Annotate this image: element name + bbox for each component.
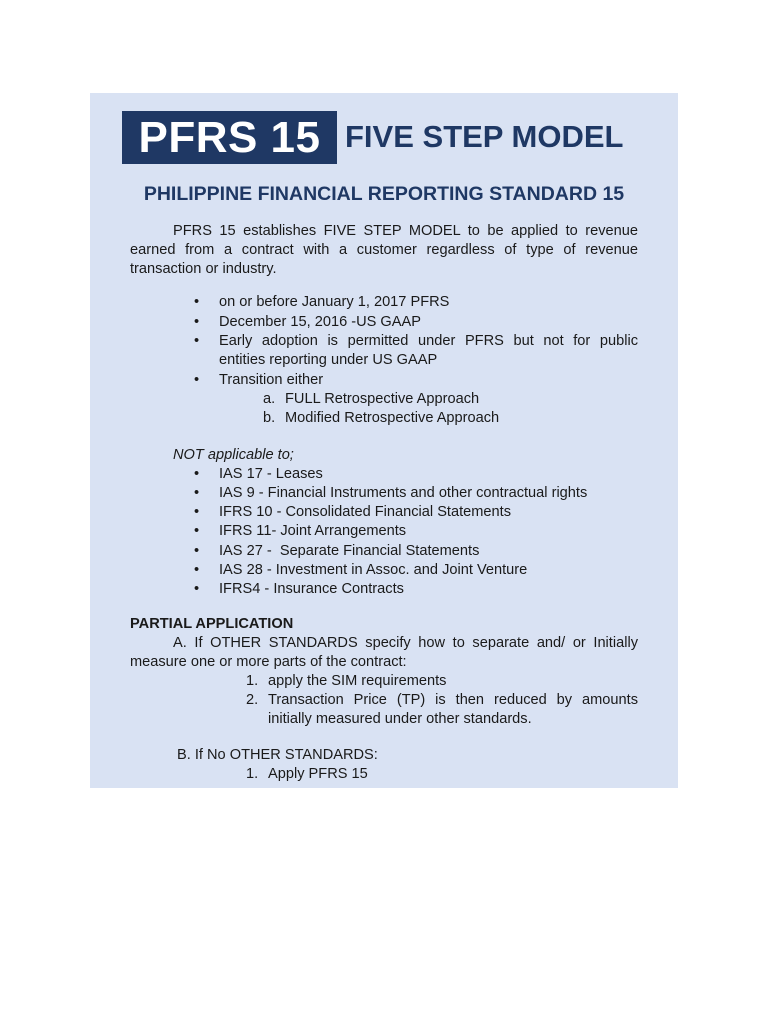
list-item: • IAS 27 - Separate Financial Statements [219,542,638,561]
list-marker: 2. [246,692,259,709]
case-a-steps-list [130,672,638,729]
list-item: • Early adoption is permitted under PFRS but not for public entities reporting under US GAAP [219,332,638,370]
list-item-text: Apply PFRS 15 [268,766,368,783]
list-item-text: Modified Retrospective Approach [285,409,500,426]
list-marker: 1. [246,766,259,783]
list-item [263,390,638,409]
list-item [263,409,638,428]
list-item: • IAS 28 - Investment in Assoc. and Joint Venture [219,561,638,580]
not-applicable-list [130,465,638,600]
list-item: • IAS 9 - Financial Instruments and other contractual rights [219,484,638,503]
partial-application-heading: PARTIAL APPLICATION [130,616,294,633]
list-item: • IAS 17 - Leases [219,465,638,484]
intro-paragraph: PFRS 15 establishes FIVE STEP MODEL to be applied to revenue earned from a contract with a customer regardless of type of revenue transaction or industry. [130,223,638,277]
transition-options-list [219,390,638,428]
list-item-text: apply the SIM requirements [268,673,447,690]
list-item: • IFRS 11- Joint Arrangements [219,522,638,541]
list-item [246,765,638,784]
list-item: • IFRS4 - Insurance Contracts [219,580,638,599]
list-item: • IFRS 10 - Consolidated Financial Statements [219,503,638,522]
list-item: • December 15, 2016 -US GAAP [219,313,638,332]
list-marker: a. [263,390,276,407]
case-b-text: B. If No OTHER STANDARDS: [177,747,378,764]
case-a-text: A. If OTHER STANDARDS specify how to separate and/ or Initially measure one or more parts of the contract: [130,635,638,671]
title-badge: PFRS 15 [122,111,337,164]
list-item-transition [219,371,638,428]
list-item-label: Transition either [219,371,324,388]
not-applicable-heading: NOT applicable to; [173,446,294,463]
document-body [130,222,638,784]
title-text: FIVE STEP MODEL [345,119,624,154]
list-item: • on or before January 1, 2017 PFRS [219,293,638,312]
list-marker: b. [263,409,276,426]
subtitle: PHILIPPINE FINANCIAL REPORTING STANDARD 15 [143,183,625,205]
list-marker: 1. [246,673,259,690]
case-b-steps-list [130,765,638,784]
list-item [246,672,638,691]
list-item-text: FULL Retrospective Approach [285,390,480,407]
document-panel [90,93,678,788]
effectivity-list [130,293,638,428]
list-item-text: Transaction Price (TP) is then reduced by amounts initially measured under other standards. [268,692,638,728]
list-item [246,691,638,729]
